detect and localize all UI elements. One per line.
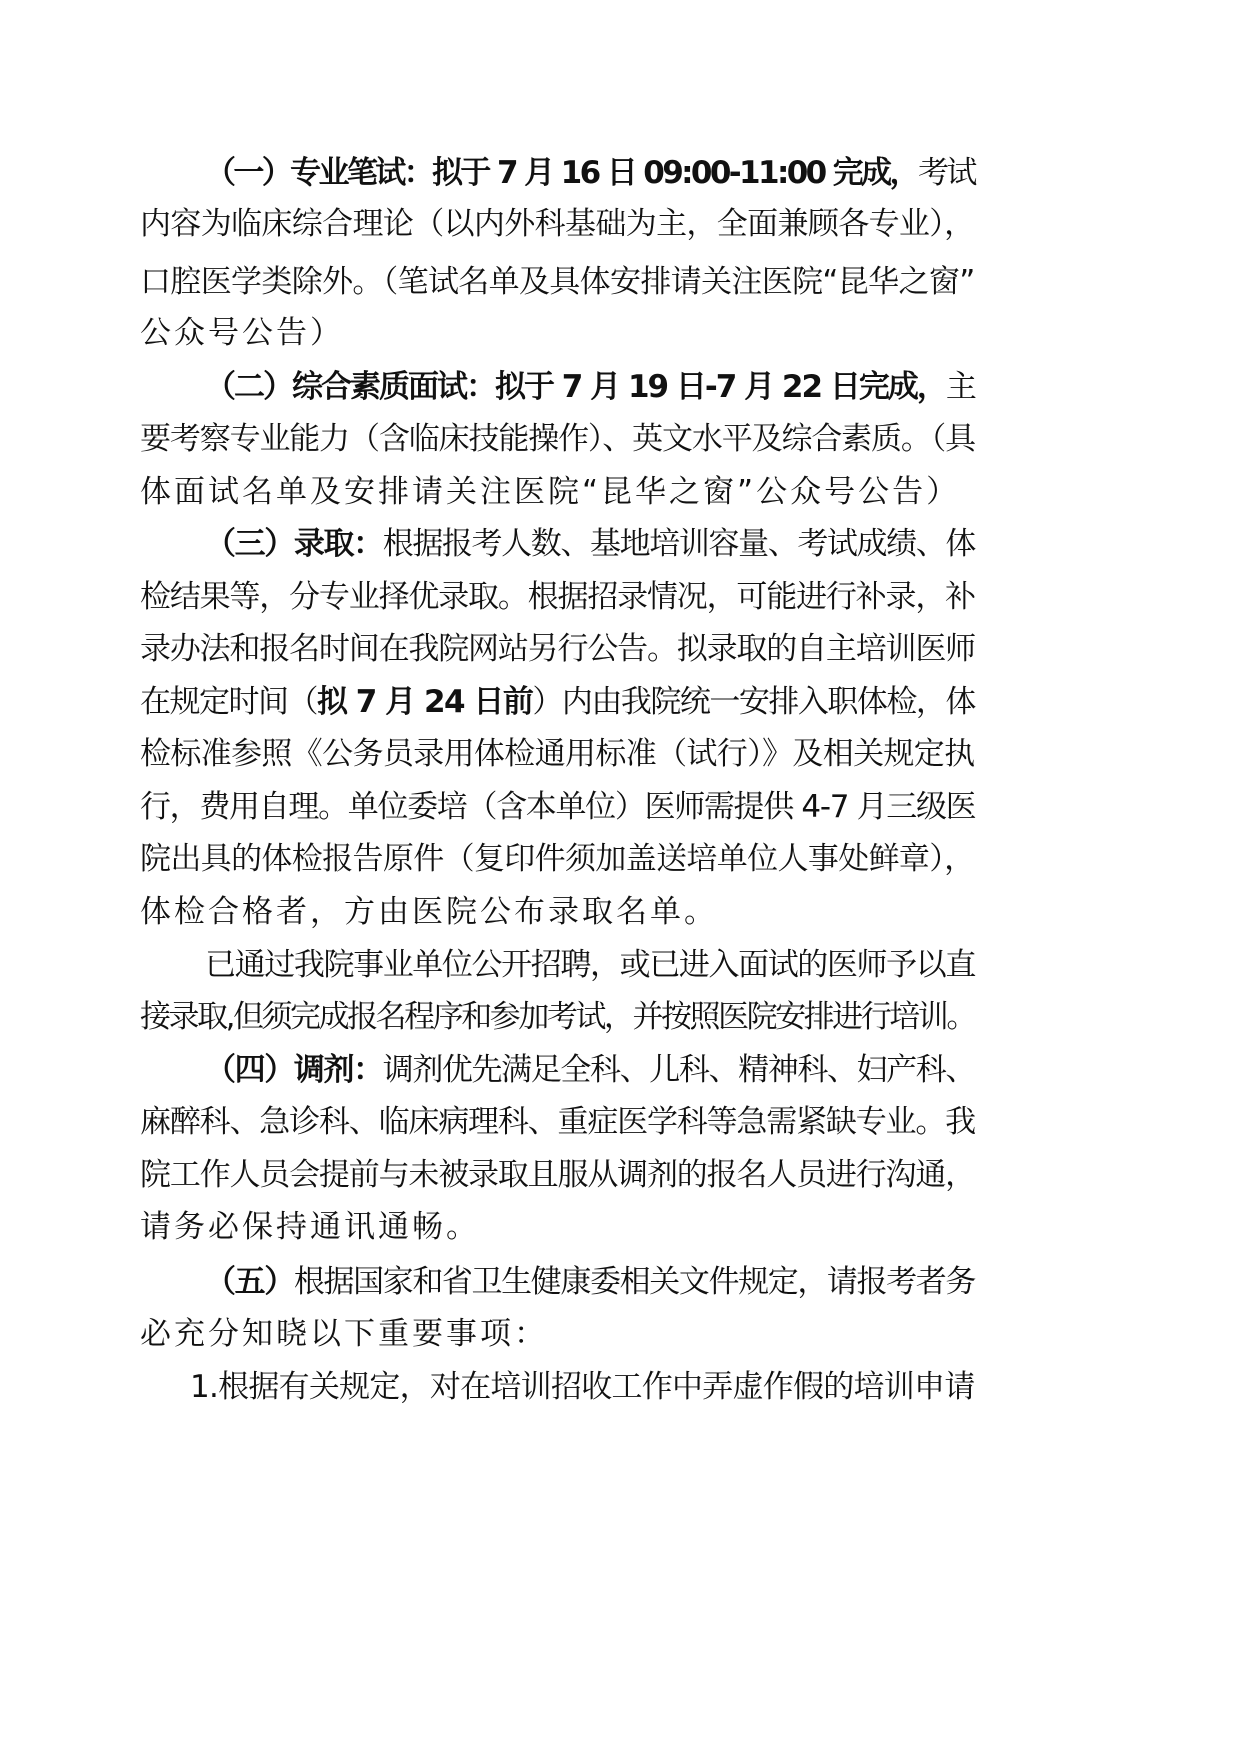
body-line: 录办法和报名时间在我院网站另行公告。拟录取的自主培训医师 bbox=[140, 631, 975, 667]
body-line: 已通过我院事业单位公开招聘，或已进入面试的医师予以直 bbox=[205, 947, 975, 983]
medical-exam-deadline: 拟 7 月 24 日前 bbox=[317, 684, 533, 720]
admission-first-line bbox=[205, 524, 975, 564]
written-exam-first-line bbox=[205, 153, 975, 193]
body-text: 在规定时间（ bbox=[140, 684, 317, 720]
written-exam-heading: （一）专业笔试： bbox=[205, 155, 433, 191]
adjustment-text: 调剂优先满足全科、儿科、精神科、妇产科、 bbox=[382, 1052, 976, 1088]
body-line: 行，费用自理。单位委培（含本单位）医师需提供 4-7 月三级医 bbox=[140, 789, 976, 825]
body-line: 体面试名单及安排请关注医院“昆华之窗”公众号公告） bbox=[140, 474, 961, 510]
interview-schedule: 拟于 7 月 19 日-7 月 22 日完成， bbox=[495, 369, 946, 405]
admission-text: 根据报考人数、基地培训容量、考试成绩、体 bbox=[382, 526, 976, 562]
body-line: 体检合格者，方由医院公布录取名单。 bbox=[140, 894, 718, 930]
body-line: 内容为临床综合理论（以内外科基础为主，全面兼顾各专业）， bbox=[140, 206, 975, 242]
notices-heading: （五） bbox=[205, 1264, 294, 1300]
body-line: 麻醉科、急诊科、临床病理科、重症医学科等急需紧缺专业。我 bbox=[140, 1104, 975, 1140]
admission-heading: （三）录取： bbox=[205, 526, 383, 562]
body-line: 院工作人员会提前与未被录取且服从调剂的报名人员进行沟通， bbox=[140, 1157, 975, 1193]
interview-text: 主 bbox=[945, 369, 975, 405]
body-line: 接录取,但须完成报名程序和参加考试，并按照医院安排进行培训。 bbox=[140, 999, 975, 1035]
body-line: 检结果等，分专业择优录取。根据招录情况，可能进行补录，补 bbox=[140, 579, 975, 615]
body-line: 必充分知晓以下重要事项： bbox=[140, 1316, 548, 1352]
body-line: 检标准参照《公务员录用体检通用标准（试行）》及相关规定执 bbox=[140, 736, 975, 772]
body-line: 口腔医学类除外。（笔试名单及具体安排请关注医院“昆华之窗” bbox=[140, 264, 975, 300]
adjustment-first-line bbox=[205, 1050, 975, 1090]
written-exam-schedule: 拟于 7 月 16 日 09:00-11:00 完成， bbox=[432, 155, 918, 191]
admission-deadline-line bbox=[140, 682, 975, 722]
body-line: 公众号公告） bbox=[140, 315, 344, 351]
notices-first-line bbox=[205, 1262, 975, 1302]
body-line: 要考察专业能力（含临床技能操作）、英文水平及综合素质。（具 bbox=[140, 421, 975, 457]
body-text: ）内由我院统一安排入职体检，体 bbox=[532, 684, 975, 720]
adjustment-heading: （四）调剂： bbox=[205, 1052, 383, 1088]
interview-heading: （二）综合素质面试： bbox=[205, 369, 495, 405]
interview-first-line bbox=[205, 367, 975, 407]
body-line: 院出具的体检报告原件（复印件须加盖送培单位人事处鲜章）， bbox=[140, 841, 975, 877]
body-line: 请务必保持通讯通畅。 bbox=[140, 1209, 480, 1245]
body-line: 1.根据有关规定，对在培训招收工作中弄虚作假的培训申请 bbox=[190, 1369, 975, 1405]
written-exam-text: 考试 bbox=[917, 155, 975, 191]
notices-text: 根据国家和省卫生健康委相关文件规定，请报考者务 bbox=[293, 1264, 976, 1300]
